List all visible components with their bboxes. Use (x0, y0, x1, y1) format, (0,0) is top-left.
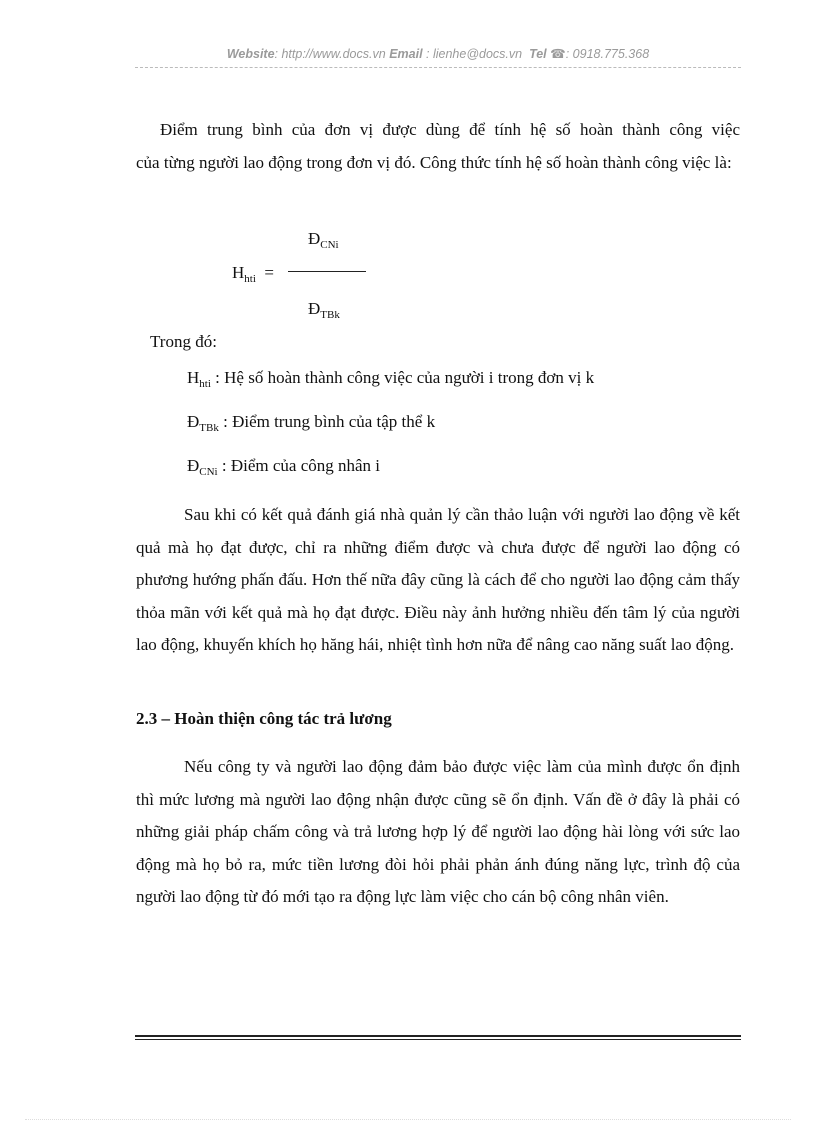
tel-label: Tel (529, 47, 547, 61)
fraction-bar (288, 271, 366, 272)
paragraph-feedback: Sau khi có kết quả đánh giá nhà quản lý cần thảo luận với người lao động về kết quả mà họ đạt được, chỉ ra những điểm được và chưa được để người lao động có phương hướng phấn đấu. Hơn thế nữa đây cũng là cách để cho người lao động cảm thấy thỏa mãn với kết quả mà họ đạt được. Điều này ảnh hưởng nhiều đến tâm lý của người lao động, khuyến khích họ hăng hái, nhiệt tình hơn nữa để nâng cao năng suất lao động. (136, 505, 740, 654)
definition-hti: $H_{hti}$ : Hệ số hoàn thành công việc của người i trong đơn vị k (187, 368, 595, 390)
formula-denominator: $Đ_{TBk}$ (308, 299, 340, 321)
tel-value: : 0918.775.368 (565, 47, 650, 61)
paragraph-salary: Nếu công ty và người lao động đảm bảo được việc làm của mình được ổn định thì mức lương mà người lao động nhận được cũng sẽ ổn định. Vấn đề ở đây là phải có những giải pháp chấm công và trả lương hợp lý để người lao động hài lòng với sức lao động mà họ bỏ ra, mức tiền lương đòi hỏi phải phản ánh đúng năng lực, trình độ của người lao động từ đó mới tạo ra động lực làm việc cho cán bộ công nhân viên. (136, 757, 740, 906)
email-value: : lienhe@docs.vn (426, 47, 523, 61)
intro-paragraph (136, 114, 740, 179)
trong-do-label: Trong đó: (150, 332, 217, 351)
section-heading: 2.3 – Hoàn thiện công tác trả lương (136, 709, 392, 728)
header-divider (135, 67, 741, 68)
website-value: : http://www.docs.vn (274, 47, 386, 61)
definition-dcni: $Đ_{CNi}$ : Điểm của công nhân i (187, 456, 381, 478)
formula-numerator: $Đ_{CNi}$ (308, 229, 339, 251)
footer-divider (135, 1035, 741, 1040)
formula-lhs: $H_{hti}$ = (232, 263, 274, 285)
intro-line-1: Điểm trung bình của đơn vị được dùng để tính hệ số hoàn thành công việc (160, 120, 740, 139)
formula (230, 225, 430, 325)
email-label: Email (389, 47, 423, 61)
page-header (135, 46, 741, 61)
page-edge (25, 1119, 791, 1120)
phone-icon: ☎ (550, 47, 566, 61)
definition-dtbk: $Đ_{TBk}$ : Điểm trung bình của tập thể k (187, 412, 436, 434)
website-label: Website (226, 47, 275, 61)
intro-rest: của từng người lao động trong đơn vị đó. Công thức tính hệ số hoàn thành công việc là: (136, 152, 732, 172)
